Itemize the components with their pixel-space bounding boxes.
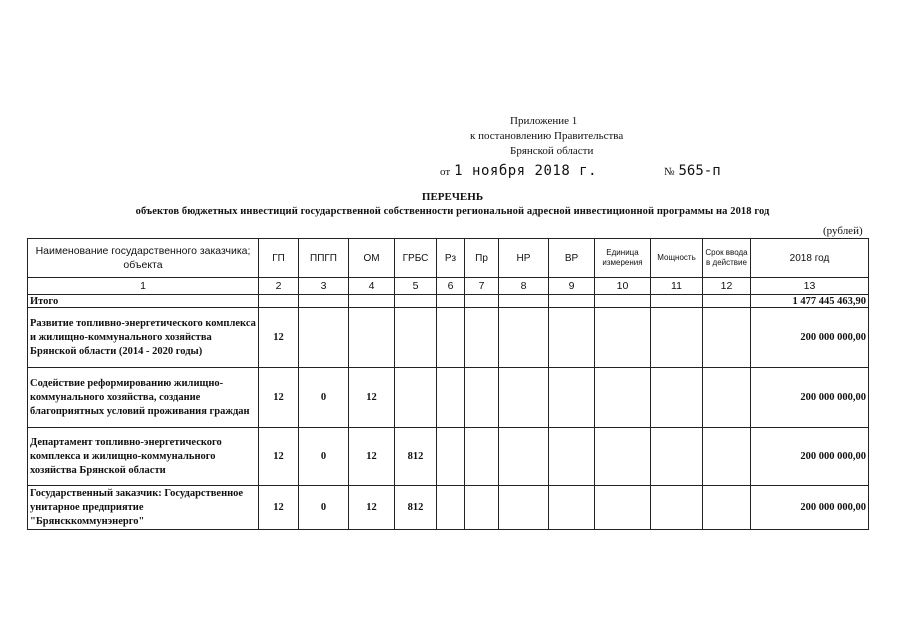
colnum-13: 13	[751, 278, 869, 295]
row-om: 12	[349, 428, 395, 486]
row-ppgp: 0	[299, 486, 349, 530]
row-grbs: 812	[395, 428, 437, 486]
column-numbers-row	[28, 278, 869, 295]
row-om: 12	[349, 368, 395, 428]
investment-table	[27, 238, 869, 530]
header-rz: Рз	[437, 239, 465, 278]
header-pr: Пр	[465, 239, 499, 278]
table-row	[28, 368, 869, 428]
row-grbs	[395, 308, 437, 368]
row-gp: 12	[259, 486, 299, 530]
header-nr: НР	[499, 239, 549, 278]
header-grbs: ГРБС	[395, 239, 437, 278]
row-gp: 12	[259, 308, 299, 368]
header-om: ОМ	[349, 239, 395, 278]
decree-number	[664, 163, 721, 179]
annex-block	[470, 114, 623, 159]
header-unit: Единица измерения	[595, 239, 651, 278]
document-subtitle: объектов бюджетных инвестиций государственной собственности региональной адресной инвестиционной программы на 2018 год	[135, 206, 770, 217]
header-name: Наименование государственного заказчика; объекта	[28, 239, 259, 278]
row-amount: 200 000 000,00	[751, 308, 869, 368]
row-name: Государственный заказчик: Государственное унитарное предприятие "Брянсккоммунэнерго"	[28, 486, 259, 530]
annex-region: Брянской области	[510, 145, 594, 157]
row-om	[349, 308, 395, 368]
annex-title: Приложение 1	[510, 115, 578, 127]
row-gp: 12	[259, 368, 299, 428]
colnum-11: 11	[651, 278, 703, 295]
colnum-9: 9	[549, 278, 595, 295]
date-prefix: от	[440, 166, 451, 178]
table-row	[28, 486, 869, 530]
document-title: ПЕРЕЧЕНЬ	[421, 191, 484, 203]
total-amount: 1 477 445 463,90	[751, 295, 869, 308]
colnum-5: 5	[395, 278, 437, 295]
row-ppgp: 0	[299, 428, 349, 486]
number-value: 565-п	[678, 163, 721, 179]
header-row	[28, 239, 869, 278]
row-amount: 200 000 000,00	[751, 486, 869, 530]
table-row	[28, 308, 869, 368]
colnum-7: 7	[465, 278, 499, 295]
colnum-10: 10	[595, 278, 651, 295]
row-gp: 12	[259, 428, 299, 486]
row-grbs: 812	[395, 486, 437, 530]
row-amount: 200 000 000,00	[751, 428, 869, 486]
header-year: 2018 год	[751, 239, 869, 278]
colnum-2: 2	[259, 278, 299, 295]
total-label: Итого	[28, 295, 259, 308]
header-gp: ГП	[259, 239, 299, 278]
header-capacity: Мощность	[651, 239, 703, 278]
decree-date	[440, 163, 597, 179]
header-ppgp: ППГП	[299, 239, 349, 278]
row-name: Развитие топливно-энергетического комплекса и жилищно-коммунального хозяйства Брянской области (2014 - 2020 годы)	[28, 308, 259, 368]
currency-unit: (рублей)	[823, 225, 863, 237]
row-amount: 200 000 000,00	[751, 368, 869, 428]
colnum-12: 12	[703, 278, 751, 295]
table-row	[28, 428, 869, 486]
row-om: 12	[349, 486, 395, 530]
row-name: Содействие реформированию жилищно-коммунального хозяйства, создание благоприятных условий проживания граждан	[28, 368, 259, 428]
colnum-4: 4	[349, 278, 395, 295]
colnum-8: 8	[499, 278, 549, 295]
row-grbs	[395, 368, 437, 428]
colnum-6: 6	[437, 278, 465, 295]
row-ppgp	[299, 308, 349, 368]
row-name: Департамент топливно-энергетического комплекса и жилищно-коммунального хозяйства Брянской области	[28, 428, 259, 486]
date-value: 1 ноября 2018 г.	[454, 163, 598, 179]
colnum-1: 1	[28, 278, 259, 295]
total-row	[28, 295, 869, 308]
colnum-3: 3	[299, 278, 349, 295]
header-vr: ВР	[549, 239, 595, 278]
header-commissioning: Срок ввода в действие	[703, 239, 751, 278]
annex-decree: к постановлению Правительства	[470, 130, 624, 142]
row-ppgp: 0	[299, 368, 349, 428]
number-prefix: №	[664, 166, 675, 178]
